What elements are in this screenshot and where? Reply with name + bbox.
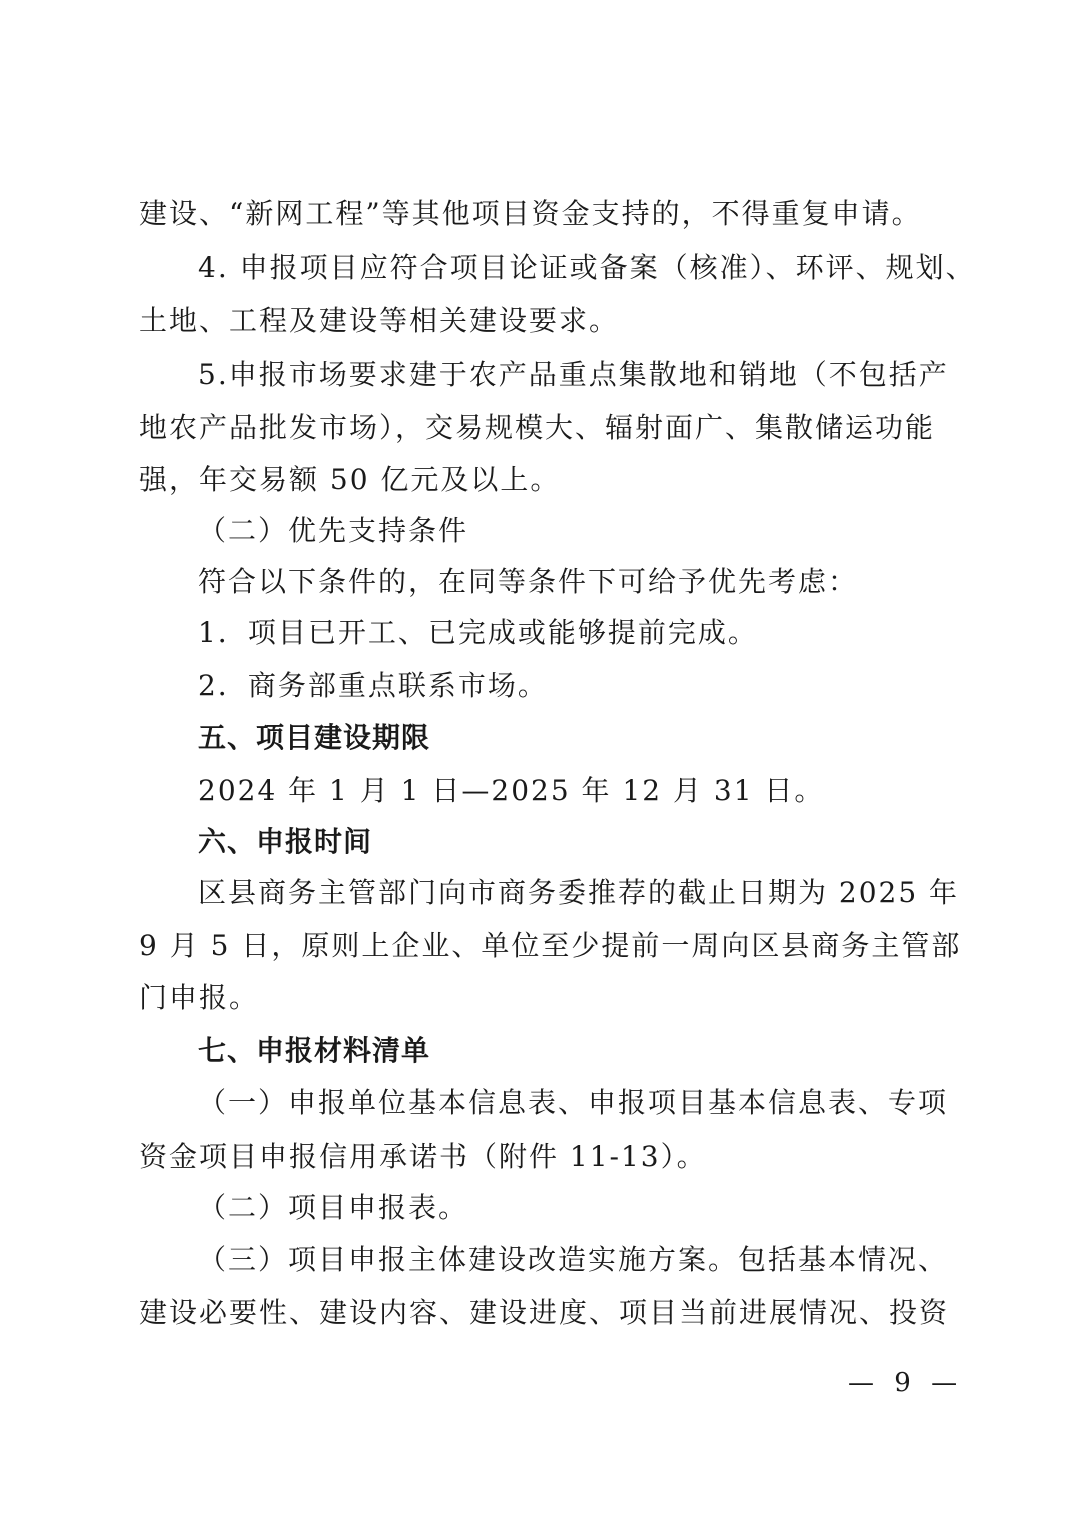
- text-line: 5.申报市场要求建于农产品重点集散地和销地（不包括产: [198, 358, 949, 391]
- text-line: 2024 年 1 月 1 日—2025 年 12 月 31 日。: [198, 774, 825, 807]
- text-line: 建设必要性、建设内容、建设进度、项目当前进展情况、投资: [139, 1296, 950, 1329]
- text-line: （一）申报单位基本信息表、申报项目基本信息表、专项: [198, 1086, 949, 1119]
- text-line: 建设、“新网工程”等其他项目资金支持的，不得重复申请。: [139, 197, 922, 230]
- text-line: 强，年交易额 50 亿元及以上。: [139, 463, 561, 496]
- section-heading: 五、项目建设期限: [198, 721, 431, 754]
- text-line: （三）项目申报主体建设改造实施方案。包括基本情况、: [198, 1243, 949, 1276]
- text-line: 门申报。: [139, 981, 260, 1014]
- list-item: 1．项目已开工、已完成或能够提前完成。: [198, 616, 758, 649]
- text-line: 资金项目申报信用承诺书（附件 11-13）。: [139, 1140, 707, 1173]
- text-line: 4. 申报项目应符合项目论证或备案（核准）、环评、规划、: [198, 251, 976, 284]
- subsection-heading: （二）优先支持条件: [198, 514, 469, 547]
- section-heading: 六、申报时间: [198, 825, 373, 858]
- text-line: （二）项目申报表。: [198, 1191, 469, 1224]
- text-line: 土地、工程及建设等相关建设要求。: [139, 304, 620, 337]
- text-line: 9 月 5 日，原则上企业、单位至少提前一周向区县商务主管部: [139, 929, 962, 962]
- list-item: 2．商务部重点联系市场。: [198, 669, 548, 702]
- section-heading: 七、申报材料清单: [198, 1034, 431, 1067]
- text-line: 符合以下条件的，在同等条件下可给予优先考虑：: [198, 565, 859, 598]
- text-line: 区县商务主管部门向市商务委推荐的截止日期为 2025 年: [198, 876, 960, 909]
- page-number: — 9 —: [848, 1368, 964, 1398]
- text-line: 地农产品批发市场），交易规模大、辐射面广、集散储运功能: [139, 411, 936, 444]
